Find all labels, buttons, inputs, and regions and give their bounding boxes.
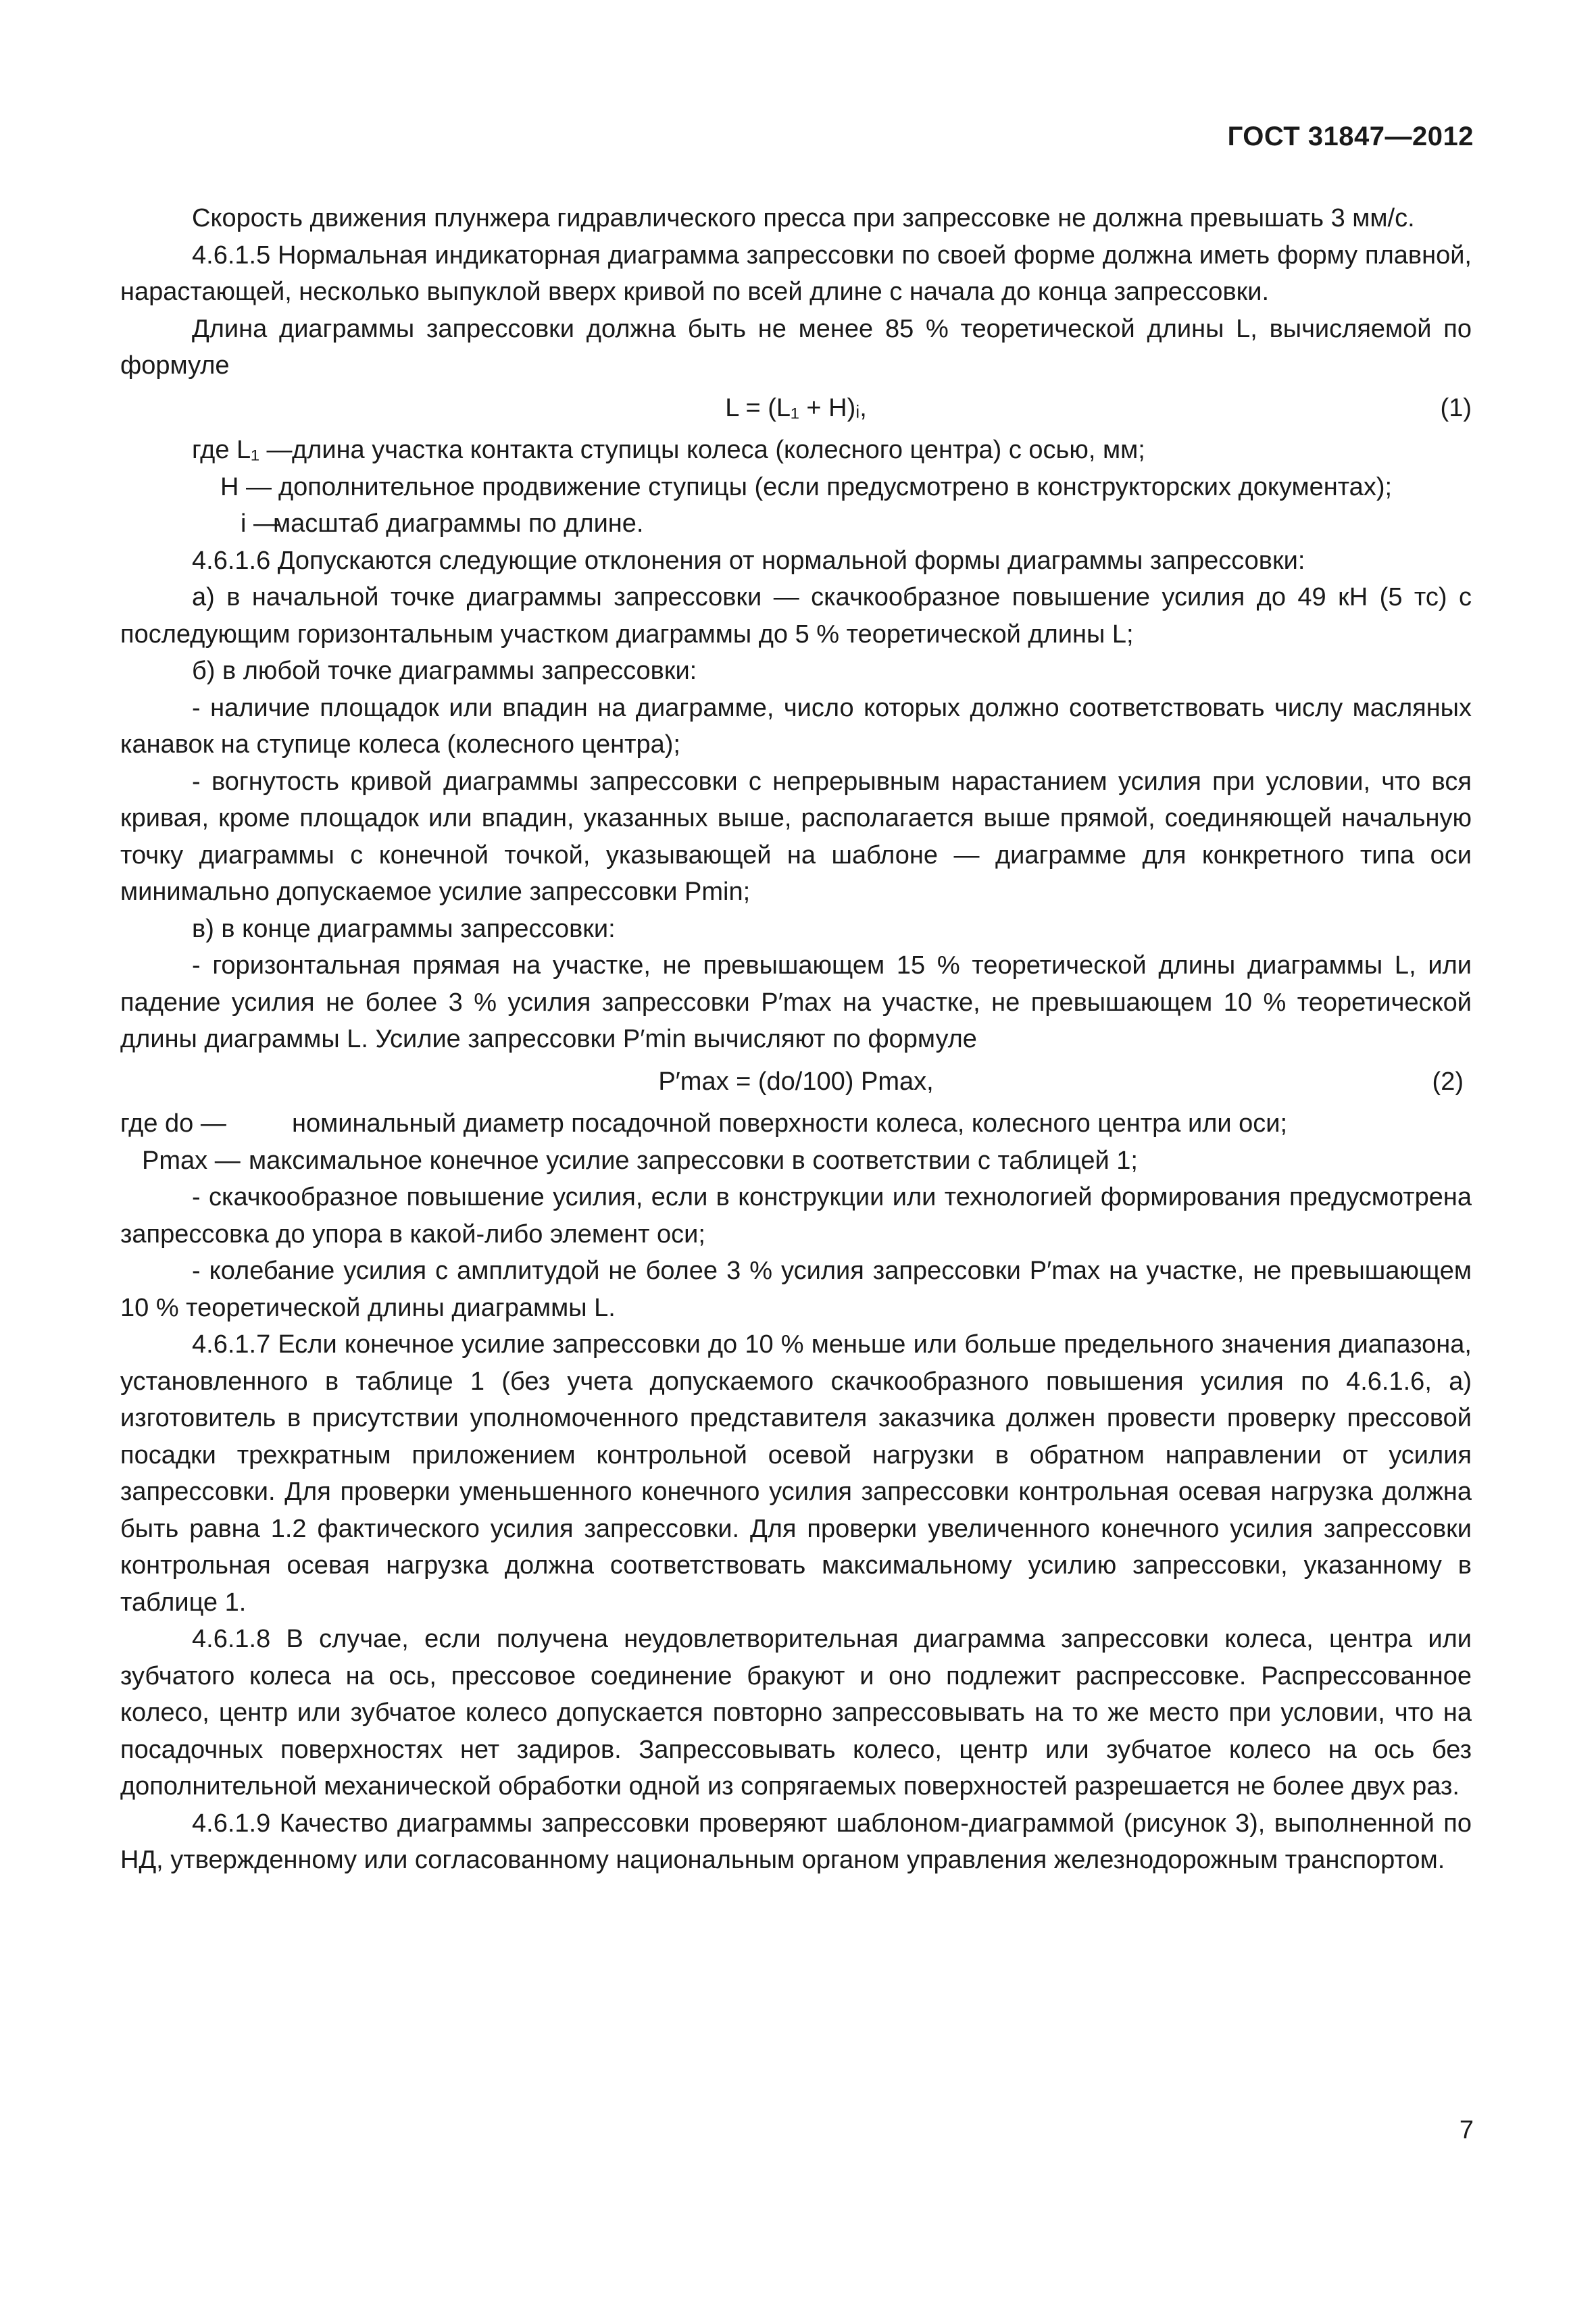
- paragraph-item-a: а) в начальной точке диаграммы запрессовки — скачкообразное повышение усилия до 49 кН (5 тс) с последующим горизонтальным участком диаграммы до 5 % теоретической длины L;: [120, 583, 1472, 649]
- paragraph-dash-jump: - скачкообразное повышение усилия, если в конструкции или технологией формирования предусмотрена запрессовка до упора в какой-либо элемент оси;: [120, 1183, 1472, 1249]
- paragraph-4-6-1-8: 4.6.1.8 В случае, если получена неудовлетворительная диаграмма запрессовки колеса, центра или зубчатого колеса на ось, прессовое соединение бракуют и оно подлежит распрессовке. Распрессованное колесо, центр или зубчатое колесо допускается повторно запрессовывать на то же место при условии, что на посадочных поверхностях нет задиров. Запрессовывать колесо, центр или зубчатое колесо на ось без дополнительной механической обработки одной из сопрягаемых поверхностей разрешается не более двух раз.: [120, 1625, 1472, 1801]
- definition-desc: масштаб диаграммы по длине.: [273, 509, 644, 538]
- paragraph-diagram-length: Длина диаграммы запрессовки должна быть не менее 85 % теоретической длины L, вычисляемой по формуле: [120, 314, 1472, 380]
- paragraph-4-6-1-5: 4.6.1.5 Нормальная индикаторная диаграмма запрессовки по своей форме должна иметь форму плавной, нарастающей, несколько выпуклой вверх кривой по всей длине с начала до конца запрессовки.: [120, 241, 1472, 306]
- definition-term: где L₁ —: [192, 436, 293, 464]
- formula-1-line: [120, 390, 1472, 427]
- formula-1-number: (1): [1440, 393, 1472, 422]
- page-number: 7: [1459, 2116, 1474, 2144]
- formula-2-line: [120, 1063, 1472, 1101]
- definition-pmax: [120, 1142, 1472, 1180]
- definition-desc: максимальное конечное усилие запрессовки в соответствии с таблицей 1;: [249, 1146, 1138, 1175]
- paragraph-dash-concavity: - вогнутость кривой диаграммы запрессовки с непрерывным нарастанием усилия при условии, что вся кривая, кроме площадок или впадин, указанных выше, располагается выше прямой, соединяющей начальную точку диаграммы с конечной точкой, указывающей на шаблоне — диаграмме для конкретного типа оси минимально допускаемое усилие запрессовки Pmin;: [120, 767, 1472, 906]
- paragraph-4-6-1-6: 4.6.1.6 Допускаются следующие отклонения от нормальной формы диаграммы запрессовки:: [192, 546, 1305, 575]
- formula-2: P′max = (do/100) Pmax,: [658, 1067, 934, 1096]
- definition-term: i —: [241, 509, 279, 538]
- definition-desc: дополнительное продвижение ступицы (если предусмотрено в конструкторских документах);: [278, 472, 1393, 501]
- definition-desc: длина участка контакта ступицы колеса (колесного центра) с осью, мм;: [292, 436, 1145, 464]
- paragraph-item-b: б) в любой точке диаграммы запрессовки:: [192, 657, 697, 685]
- definition-desc: номинальный диаметр посадочной поверхности колеса, колесного центра или оси;: [292, 1109, 1288, 1138]
- document-id-header: ГОСТ 31847—2012: [1227, 122, 1474, 151]
- definition-do: [120, 1105, 1472, 1142]
- paragraph-4-6-1-9: 4.6.1.9 Качество диаграммы запрессовки проверяют шаблоном-диаграммой (рисунок 3), выполненной по НД, утвержденному или согласованному национальным органом управления железнодорожным транспортом.: [120, 1809, 1472, 1874]
- paragraph-item-c: в) в конце диаграммы запрессовки:: [192, 914, 616, 943]
- definition-i: [120, 505, 1472, 543]
- definition-term: Pmax —: [142, 1146, 241, 1175]
- definition-term: H —: [220, 472, 272, 501]
- paragraph-dash-pads: - наличие площадок или впадин на диаграмме, число которых должно соответствовать числу масляных канавок на ступице колеса (колесного центра);: [120, 693, 1472, 759]
- paragraph-dash-horizontal: - горизонтальная прямая на участке, не превышающем 15 % теоретической длины диаграммы L, или падение усилия не более 3 % усилия запрессовки P′max на участке, не превышающем 10 % теоретической длины диаграммы L. Усилие запрессовки P′min вычисляют по формуле: [120, 951, 1472, 1053]
- formula-2-number: (2): [1432, 1067, 1464, 1096]
- paragraph-dash-oscillation: - колебание усилия с амплитудой не более 3 % усилия запрессовки P′max на участке, не превышающем 10 % теоретической длины диаграммы L.: [120, 1257, 1472, 1322]
- definition-l1: [120, 432, 1472, 469]
- document-body: [120, 200, 1472, 1879]
- definition-h: [120, 469, 1472, 506]
- definition-term: где do —: [120, 1109, 226, 1138]
- paragraph-4-6-1-7: 4.6.1.7 Если конечное усилие запрессовки до 10 % меньше или больше предельного значения диапазона, установленного в таблице 1 (без учета допускаемого скачкообразного повышения усилия по 4.6.1.6, а) изготовитель в присутствии уполномоченного представителя заказчика должен провести проверку прессовой посадки трехкратным приложением контрольной осевой нагрузки в обратном направлении от усилия запрессовки. Для проверки уменьшенного конечного усилия запрессовки контрольная осевая нагрузка должна быть равна 1.2 фактического усилия запрессовки. Для проверки увеличенного конечного усилия запрессовки контрольная осевая нагрузка должна соответствовать максимальному усилию запрессовки, указанному в таблице 1.: [120, 1330, 1472, 1617]
- paragraph-press-speed: Скорость движения плунжера гидравлического пресса при запрессовке не должна превышать 3 мм/с.: [192, 204, 1415, 232]
- formula-1: L = (L₁ + H)ᵢ,: [725, 393, 867, 422]
